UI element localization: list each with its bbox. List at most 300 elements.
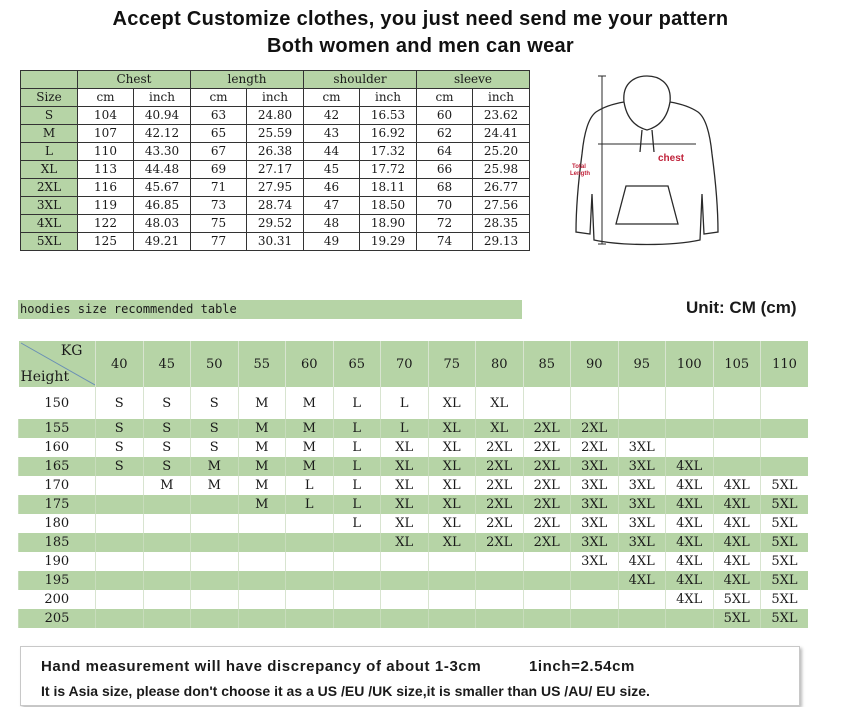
- recommended-size-cell: 2XL: [523, 419, 571, 438]
- measurement-cell: 125: [78, 233, 134, 251]
- recommended-size-cell: 5XL: [761, 533, 809, 552]
- recommended-size-cell: [381, 552, 429, 571]
- recommend-row: [19, 571, 809, 590]
- hoodie-body-outline: [576, 102, 718, 245]
- recommended-size-cell: [333, 533, 381, 552]
- weight-header: 100: [666, 341, 714, 387]
- measurement-cell: 18.90: [360, 215, 417, 233]
- recommended-size-cell: [286, 609, 334, 628]
- recommended-size-cell: XL: [428, 419, 476, 438]
- recommended-size-cell: 4XL: [666, 514, 714, 533]
- recommended-size-cell: [476, 571, 524, 590]
- recommended-size-cell: [286, 552, 334, 571]
- size-label-cell: 2XL: [21, 179, 78, 197]
- measurement-cell: 25.98: [473, 161, 530, 179]
- measurement-cell: 47: [304, 197, 360, 215]
- recommended-size-cell: 4XL: [666, 476, 714, 495]
- size-column-header: Size: [21, 89, 78, 107]
- asia-size-note: It is Asia size, please don't choose it as a US /EU /UK size,it is smaller than US /AU/ EU size.: [41, 683, 650, 699]
- hoodie-drawstring-left: [640, 130, 642, 152]
- hoodie-pocket: [616, 186, 678, 224]
- recommended-size-cell: 2XL: [523, 476, 571, 495]
- recommended-size-cell: XL: [476, 419, 524, 438]
- recommended-size-cell: [143, 495, 191, 514]
- measurement-cell: 62: [417, 125, 473, 143]
- height-cell: 150: [19, 387, 96, 419]
- group-header-shoulder: shoulder: [304, 71, 417, 89]
- measurement-cell: 49: [304, 233, 360, 251]
- measurement-cell: 17.32: [360, 143, 417, 161]
- discrepancy-note: Hand measurement will have discrepancy of about 1-3cm: [41, 658, 482, 675]
- recommended-size-cell: 4XL: [713, 571, 761, 590]
- size-row: [21, 125, 530, 143]
- recommended-size-cell: 3XL: [571, 533, 619, 552]
- recommended-size-cell: [238, 533, 286, 552]
- size-row: [21, 143, 530, 161]
- height-cell: 190: [19, 552, 96, 571]
- measurement-cell: 28.74: [247, 197, 304, 215]
- recommended-size-cell: XL: [381, 457, 429, 476]
- unit-header: cm: [191, 89, 247, 107]
- recommended-size-cell: [191, 495, 239, 514]
- recommended-size-cell: 3XL: [571, 476, 619, 495]
- recommended-size-cell: 2XL: [571, 438, 619, 457]
- recommended-size-cell: [476, 552, 524, 571]
- size-row: [21, 161, 530, 179]
- recommended-size-cell: [523, 571, 571, 590]
- recommended-size-cell: [96, 552, 144, 571]
- height-cell: 205: [19, 609, 96, 628]
- recommended-size-cell: 5XL: [761, 609, 809, 628]
- measurement-cell: 27.95: [247, 179, 304, 197]
- recommended-size-cell: [238, 590, 286, 609]
- recommended-size-cell: L: [381, 419, 429, 438]
- recommended-size-cell: 3XL: [618, 495, 666, 514]
- recommended-size-cell: 5XL: [761, 476, 809, 495]
- hoodie-drawstring-right: [652, 130, 654, 152]
- recommended-size-cell: [713, 457, 761, 476]
- recommended-size-cell: [428, 552, 476, 571]
- recommended-size-cell: [713, 419, 761, 438]
- weight-header: 105: [713, 341, 761, 387]
- recommended-size-cell: [238, 609, 286, 628]
- recommended-size-cell: M: [191, 457, 239, 476]
- height-cell: 185: [19, 533, 96, 552]
- recommended-size-cell: [428, 571, 476, 590]
- measurement-cell: 46: [304, 179, 360, 197]
- recommended-size-cell: M: [286, 387, 334, 419]
- group-header-sleeve: sleeve: [417, 71, 530, 89]
- recommended-size-cell: 2XL: [523, 533, 571, 552]
- hoodie-measurement-diagram: [562, 74, 732, 250]
- measurement-cell: 25.59: [247, 125, 304, 143]
- header-line-2: Both women and men can wear: [266, 35, 575, 57]
- recommended-size-cell: [666, 419, 714, 438]
- recommended-size-cell: [618, 419, 666, 438]
- recommended-size-cell: XL: [381, 476, 429, 495]
- weight-header: 40: [96, 341, 144, 387]
- recommended-size-cell: L: [333, 495, 381, 514]
- total-length-label-line1: Total: [572, 164, 586, 170]
- recommended-size-cell: [523, 590, 571, 609]
- recommended-size-cell: 2XL: [476, 457, 524, 476]
- recommended-size-cell: 2XL: [523, 457, 571, 476]
- measurement-cell: 24.41: [473, 125, 530, 143]
- recommended-size-cell: L: [333, 514, 381, 533]
- recommend-row: [19, 495, 809, 514]
- height-cell: 180: [19, 514, 96, 533]
- recommended-size-cell: XL: [428, 476, 476, 495]
- recommended-size-cell: 2XL: [476, 533, 524, 552]
- recommend-row: [19, 514, 809, 533]
- recommended-size-cell: 4XL: [713, 476, 761, 495]
- measurement-cell: 26.38: [247, 143, 304, 161]
- recommended-size-cell: [666, 609, 714, 628]
- measurement-cell: 18.50: [360, 197, 417, 215]
- recommended-size-cell: 3XL: [618, 438, 666, 457]
- measurement-cell: 42.12: [134, 125, 191, 143]
- kg-header: KG: [60, 343, 83, 359]
- recommended-size-cell: 3XL: [618, 457, 666, 476]
- weight-header: 110: [761, 341, 809, 387]
- measurement-cell: 110: [78, 143, 134, 161]
- weight-header: 70: [381, 341, 429, 387]
- size-label-cell: S: [21, 107, 78, 125]
- measurement-cell: 46.85: [134, 197, 191, 215]
- height-cell: 160: [19, 438, 96, 457]
- recommended-size-cell: XL: [428, 438, 476, 457]
- recommended-size-cell: XL: [381, 495, 429, 514]
- recommended-size-cell: S: [143, 419, 191, 438]
- recommended-size-cell: M: [286, 457, 334, 476]
- recommended-size-cell: [238, 552, 286, 571]
- recommended-size-cell: [476, 590, 524, 609]
- recommend-row: [19, 419, 809, 438]
- weight-header: 85: [523, 341, 571, 387]
- recommended-size-cell: 5XL: [761, 552, 809, 571]
- recommended-size-cell: 2XL: [523, 438, 571, 457]
- recommended-size-cell: S: [191, 438, 239, 457]
- notes-box: [20, 646, 800, 706]
- measurement-cell: 48: [304, 215, 360, 233]
- measurement-cell: 27.56: [473, 197, 530, 215]
- height-cell: 155: [19, 419, 96, 438]
- recommended-size-cell: 2XL: [523, 514, 571, 533]
- measurement-cell: 104: [78, 107, 134, 125]
- recommended-size-cell: 4XL: [666, 457, 714, 476]
- recommended-size-cell: [191, 514, 239, 533]
- measurement-cell: 70: [417, 197, 473, 215]
- recommended-size-cell: S: [143, 387, 191, 419]
- recommended-size-cell: [618, 387, 666, 419]
- recommended-size-cell: 2XL: [476, 438, 524, 457]
- recommended-size-cell: [143, 533, 191, 552]
- weight-header: 95: [618, 341, 666, 387]
- recommended-size-cell: M: [238, 476, 286, 495]
- recommended-size-cell: 2XL: [571, 419, 619, 438]
- measurement-cell: 66: [417, 161, 473, 179]
- recommended-size-cell: S: [191, 387, 239, 419]
- recommended-size-cell: 4XL: [713, 552, 761, 571]
- size-label-cell: L: [21, 143, 78, 161]
- recommended-size-cell: 5XL: [761, 571, 809, 590]
- size-label-cell: 4XL: [21, 215, 78, 233]
- recommend-row: [19, 438, 809, 457]
- size-label-cell: 3XL: [21, 197, 78, 215]
- recommended-size-cell: [96, 571, 144, 590]
- recommended-size-cell: [428, 609, 476, 628]
- size-recommendation-table: [18, 341, 808, 628]
- recommended-table-banner: hoodies size recommended table: [18, 300, 522, 319]
- height-cell: 170: [19, 476, 96, 495]
- recommended-size-cell: L: [333, 419, 381, 438]
- measurement-cell: 116: [78, 179, 134, 197]
- recommended-size-cell: [191, 590, 239, 609]
- recommended-size-cell: 3XL: [571, 457, 619, 476]
- measurement-cell: 40.94: [134, 107, 191, 125]
- recommended-size-cell: S: [96, 419, 144, 438]
- measurement-cell: 75: [191, 215, 247, 233]
- size-measurement-table: [20, 70, 530, 251]
- hood-outline: [624, 76, 670, 130]
- recommended-size-cell: [761, 419, 809, 438]
- size-label-cell: M: [21, 125, 78, 143]
- measurement-cell: 69: [191, 161, 247, 179]
- header-line-1: Accept Customize clothes, you just need send me your pattern: [112, 8, 729, 30]
- height-cell: 200: [19, 590, 96, 609]
- recommended-size-cell: S: [191, 419, 239, 438]
- recommended-size-cell: 4XL: [713, 495, 761, 514]
- unit-header: inch: [473, 89, 530, 107]
- recommended-size-cell: L: [333, 476, 381, 495]
- recommended-size-cell: M: [238, 419, 286, 438]
- recommended-size-cell: [476, 609, 524, 628]
- measurement-cell: 27.17: [247, 161, 304, 179]
- recommended-size-cell: [286, 590, 334, 609]
- recommended-size-cell: [666, 387, 714, 419]
- recommended-size-cell: S: [143, 457, 191, 476]
- recommended-size-cell: [571, 590, 619, 609]
- weight-header: 90: [571, 341, 619, 387]
- recommended-size-cell: [238, 514, 286, 533]
- recommended-size-cell: [286, 533, 334, 552]
- recommended-size-cell: XL: [428, 457, 476, 476]
- recommended-size-cell: 2XL: [523, 495, 571, 514]
- recommended-size-cell: [713, 438, 761, 457]
- recommended-size-cell: 2XL: [476, 476, 524, 495]
- weight-header: 60: [286, 341, 334, 387]
- measurement-cell: 113: [78, 161, 134, 179]
- measurement-cell: 44.48: [134, 161, 191, 179]
- unit-header: inch: [247, 89, 304, 107]
- measurement-cell: 44: [304, 143, 360, 161]
- recommended-size-cell: 3XL: [571, 495, 619, 514]
- measurement-cell: 107: [78, 125, 134, 143]
- recommended-size-cell: L: [286, 476, 334, 495]
- measurement-cell: 60: [417, 107, 473, 125]
- recommended-size-cell: M: [286, 419, 334, 438]
- size-label-cell: XL: [21, 161, 78, 179]
- recommended-size-cell: L: [381, 387, 429, 419]
- unit-header: cm: [78, 89, 134, 107]
- size-table-corner: [21, 71, 78, 89]
- recommended-size-cell: [143, 609, 191, 628]
- height-cell: 175: [19, 495, 96, 514]
- measurement-cell: 45: [304, 161, 360, 179]
- measurement-cell: 29.13: [473, 233, 530, 251]
- recommended-size-cell: [96, 514, 144, 533]
- measurement-cell: 30.31: [247, 233, 304, 251]
- height-header: Height: [20, 369, 70, 385]
- recommended-size-cell: M: [286, 438, 334, 457]
- recommended-size-cell: XL: [428, 495, 476, 514]
- recommended-size-cell: XL: [381, 438, 429, 457]
- recommended-size-cell: [143, 514, 191, 533]
- measurement-cell: 17.72: [360, 161, 417, 179]
- recommended-size-cell: [618, 590, 666, 609]
- unit-header: inch: [360, 89, 417, 107]
- recommended-size-cell: 4XL: [713, 514, 761, 533]
- recommended-size-cell: XL: [476, 387, 524, 419]
- recommended-size-cell: [381, 609, 429, 628]
- recommended-size-cell: [381, 590, 429, 609]
- recommended-size-cell: [761, 387, 809, 419]
- recommended-size-cell: [286, 514, 334, 533]
- measurement-cell: 16.53: [360, 107, 417, 125]
- height-cell: 195: [19, 571, 96, 590]
- measurement-cell: 71: [191, 179, 247, 197]
- measurement-cell: 43: [304, 125, 360, 143]
- recommend-row: [19, 609, 809, 628]
- measurement-cell: 19.29: [360, 233, 417, 251]
- recommended-size-cell: [191, 533, 239, 552]
- recommended-size-cell: 5XL: [761, 514, 809, 533]
- recommended-size-cell: [571, 387, 619, 419]
- measurement-cell: 43.30: [134, 143, 191, 161]
- unit-header: inch: [134, 89, 191, 107]
- recommended-size-cell: 5XL: [761, 495, 809, 514]
- recommend-row: [19, 457, 809, 476]
- recommended-size-cell: 3XL: [618, 533, 666, 552]
- recommend-row: [19, 476, 809, 495]
- recommended-size-cell: 5XL: [713, 590, 761, 609]
- weight-header: 75: [428, 341, 476, 387]
- size-label-cell: 5XL: [21, 233, 78, 251]
- measurement-cell: 25.20: [473, 143, 530, 161]
- size-row: [21, 215, 530, 233]
- recommended-size-cell: 3XL: [618, 476, 666, 495]
- measurement-cell: 24.80: [247, 107, 304, 125]
- recommended-size-cell: XL: [428, 514, 476, 533]
- recommended-size-cell: L: [333, 457, 381, 476]
- group-header-chest: Chest: [78, 71, 191, 89]
- unit-header: cm: [417, 89, 473, 107]
- height-cell: 165: [19, 457, 96, 476]
- size-row: [21, 197, 530, 215]
- recommended-size-cell: 3XL: [618, 514, 666, 533]
- measurement-cell: 49.21: [134, 233, 191, 251]
- recommended-size-cell: [523, 609, 571, 628]
- recommended-size-cell: [333, 552, 381, 571]
- recommend-row: [19, 387, 809, 419]
- recommended-size-cell: XL: [381, 533, 429, 552]
- measurement-cell: 26.77: [473, 179, 530, 197]
- recommended-size-cell: [571, 571, 619, 590]
- recommended-size-cell: [523, 387, 571, 419]
- recommended-size-cell: [96, 590, 144, 609]
- unit-label: Unit: CM (cm): [686, 298, 797, 317]
- measurement-cell: 29.52: [247, 215, 304, 233]
- recommended-size-cell: [143, 571, 191, 590]
- recommended-size-cell: S: [143, 438, 191, 457]
- chest-label: chest: [658, 153, 685, 164]
- measurement-cell: 64: [417, 143, 473, 161]
- recommended-size-cell: L: [333, 387, 381, 419]
- recommended-size-cell: [96, 609, 144, 628]
- recommended-size-cell: 4XL: [618, 571, 666, 590]
- measurement-cell: 23.62: [473, 107, 530, 125]
- recommended-size-cell: [523, 552, 571, 571]
- measurement-cell: 48.03: [134, 215, 191, 233]
- recommended-size-cell: L: [286, 495, 334, 514]
- recommended-size-cell: 4XL: [666, 495, 714, 514]
- recommended-size-cell: [191, 552, 239, 571]
- measurement-cell: 42: [304, 107, 360, 125]
- recommended-size-cell: S: [96, 438, 144, 457]
- measurement-cell: 68: [417, 179, 473, 197]
- recommended-size-cell: [761, 438, 809, 457]
- recommended-size-cell: 5XL: [713, 609, 761, 628]
- recommended-size-cell: 4XL: [618, 552, 666, 571]
- recommended-size-cell: [191, 571, 239, 590]
- recommended-size-cell: [381, 571, 429, 590]
- recommended-size-cell: [191, 609, 239, 628]
- recommended-size-cell: [428, 590, 476, 609]
- recommended-size-cell: [96, 495, 144, 514]
- recommended-size-cell: M: [238, 387, 286, 419]
- measurement-cell: 122: [78, 215, 134, 233]
- measurement-cell: 65: [191, 125, 247, 143]
- measurement-cell: 63: [191, 107, 247, 125]
- recommended-size-cell: [618, 609, 666, 628]
- recommend-row: [19, 590, 809, 609]
- recommended-size-cell: [143, 552, 191, 571]
- recommended-size-cell: [333, 590, 381, 609]
- recommended-size-cell: M: [238, 457, 286, 476]
- recommended-size-cell: M: [191, 476, 239, 495]
- measurement-cell: 18.11: [360, 179, 417, 197]
- measurement-cell: 119: [78, 197, 134, 215]
- recommended-size-cell: [96, 533, 144, 552]
- recommended-size-cell: [286, 571, 334, 590]
- weight-header: 55: [238, 341, 286, 387]
- size-row: [21, 179, 530, 197]
- recommended-size-cell: [761, 457, 809, 476]
- recommended-size-cell: L: [333, 438, 381, 457]
- recommend-row: [19, 552, 809, 571]
- recommended-size-cell: 5XL: [761, 590, 809, 609]
- recommended-size-cell: 4XL: [666, 590, 714, 609]
- weight-header: 80: [476, 341, 524, 387]
- recommended-size-cell: [666, 438, 714, 457]
- group-header-length: length: [191, 71, 304, 89]
- recommended-size-cell: [571, 609, 619, 628]
- size-row: [21, 107, 530, 125]
- weight-header: 45: [143, 341, 191, 387]
- total-length-label-line2: Length: [570, 171, 590, 177]
- weight-header: 65: [333, 341, 381, 387]
- measurement-cell: 72: [417, 215, 473, 233]
